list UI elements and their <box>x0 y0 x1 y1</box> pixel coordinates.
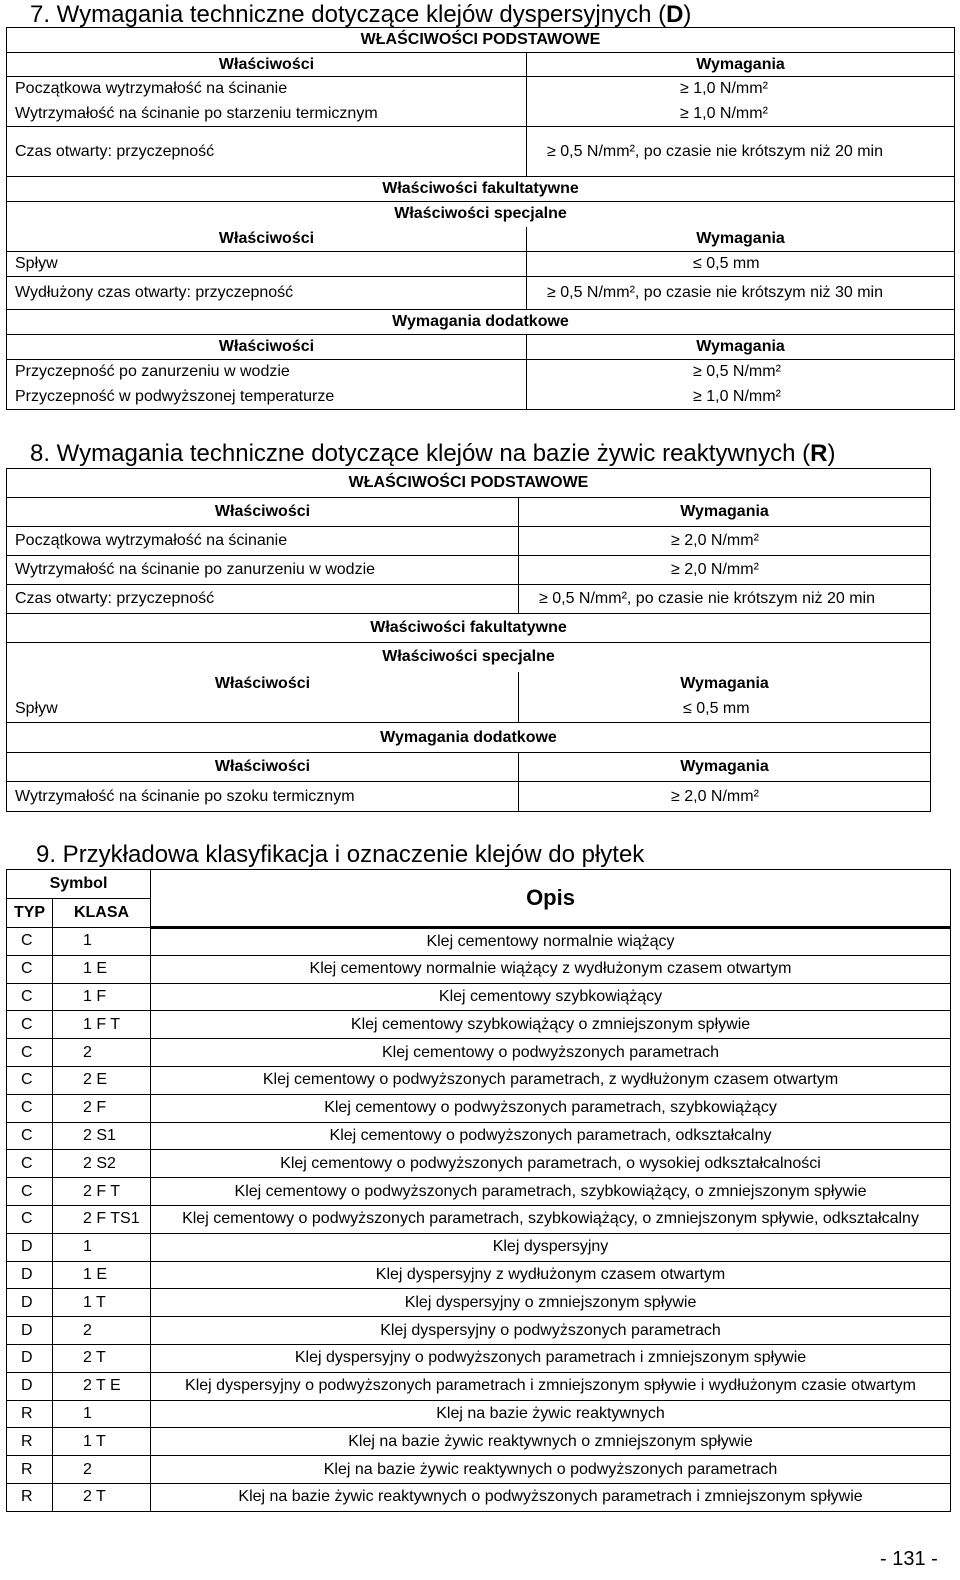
section8-title-text: 8. Wymagania techniczne dotyczące klejów na bazie żywic reaktywnych ( <box>30 440 811 467</box>
table-row <box>7 1150 951 1178</box>
description-cell: Klej dyspersyjny o zmniejszonym spływie <box>151 1289 951 1317</box>
type-cell: C <box>7 1011 53 1039</box>
property-cell: Przyczepność w podwyższonej temperaturze <box>15 387 335 405</box>
class-cell: 1 F T <box>53 1011 151 1039</box>
description-cell: Klej cementowy normalnie wiążący <box>151 928 951 956</box>
description-cell: Klej cementowy o podwyższonych parametrach, o wysokiej odkształcalności <box>151 1150 951 1178</box>
table-row <box>7 1011 951 1039</box>
type-cell: C <box>7 1066 53 1094</box>
description-cell: Klej cementowy o podwyższonych parametrach, szybkowiążący, o zmniejszonym spływie, odkształcalny <box>151 1205 951 1233</box>
type-cell: R <box>7 1456 53 1484</box>
additional-requirements-header: Wymagania dodatkowe <box>7 310 955 335</box>
property-cell: Czas otwarty: przyczepność <box>7 585 519 614</box>
classification-rows <box>7 928 951 1512</box>
special-properties-header: Właściwości specjalne <box>7 643 931 672</box>
section7-table <box>6 27 955 410</box>
table-row <box>7 385 955 410</box>
table-row <box>7 1483 951 1511</box>
basic-properties-header: WŁAŚCIWOŚCI PODSTAWOWE <box>7 469 931 498</box>
property-cell: Wytrzymałość na ścinanie po zanurzeniu w wodzie <box>7 556 519 585</box>
additional-requirements-header: Wymagania dodatkowe <box>7 723 931 753</box>
section7-title <box>30 3 691 27</box>
type-cell: C <box>7 1122 53 1150</box>
symbol-header: Symbol <box>7 870 151 899</box>
property-cell: Wydłużony czas otwarty: przyczepność <box>7 277 527 310</box>
column-header-requirements: Wymagania <box>519 498 931 527</box>
type-cell: R <box>7 1428 53 1456</box>
class-cell: 2 <box>53 1039 151 1067</box>
table-row <box>7 1456 951 1484</box>
type-cell: C <box>7 1178 53 1206</box>
table-row <box>7 1428 951 1456</box>
class-cell: 2 <box>53 1317 151 1345</box>
requirement-cell: ≥ 0,5 N/mm², po czasie nie krótszym niż 30 min <box>527 277 955 310</box>
description-cell: Klej dyspersyjny o podwyższonych parametrach <box>151 1317 951 1345</box>
class-cell: 2 <box>53 1456 151 1484</box>
table-row <box>7 1122 951 1150</box>
table-row <box>7 1261 951 1289</box>
type-cell: C <box>7 1039 53 1067</box>
special-properties-header: Właściwości specjalne <box>7 202 955 227</box>
requirement-cell: ≥ 1,0 N/mm² <box>527 102 955 127</box>
table-row <box>7 983 951 1011</box>
description-cell: Klej cementowy o podwyższonych parametrach <box>151 1039 951 1067</box>
table-row <box>7 1233 951 1261</box>
table-row <box>7 277 955 310</box>
type-cell: D <box>7 1372 53 1400</box>
class-cell: 2 F <box>53 1094 151 1122</box>
page-number: - 131 - <box>880 1548 938 1570</box>
type-cell: D <box>7 1233 53 1261</box>
table-row <box>7 1372 951 1400</box>
requirement-cell: ≥ 0,5 N/mm², po czasie nie krótszym niż 20 min <box>527 127 955 177</box>
class-cell: 2 T E <box>53 1372 151 1400</box>
table-row <box>7 1178 951 1206</box>
description-cell: Klej cementowy o podwyższonych parametrach, odkształcalny <box>151 1122 951 1150</box>
column-header-properties: Właściwości <box>214 503 311 520</box>
class-cell: 1 T <box>53 1428 151 1456</box>
description-header: Opis <box>151 870 951 928</box>
property-cell: Przyczepność po zanurzeniu w wodzie <box>7 360 527 385</box>
type-cell: C <box>7 983 53 1011</box>
column-header-properties: Właściwości <box>218 229 315 247</box>
requirement-cell: ≥ 1,0 N/mm² <box>527 385 955 410</box>
class-cell: 1 E <box>53 955 151 983</box>
class-cell: 2 F T <box>53 1178 151 1206</box>
classification-table <box>6 869 951 1512</box>
requirement-cell: ≥ 2,0 N/mm² <box>519 782 931 812</box>
description-cell: Klej cementowy o podwyższonych parametrach, szybkowiążący, o zmniejszonym spływie <box>151 1178 951 1206</box>
table-row <box>7 127 955 177</box>
section8-title <box>30 442 835 466</box>
table-row <box>7 585 931 614</box>
table-row <box>7 782 931 812</box>
table-row <box>7 1094 951 1122</box>
section8-table <box>6 468 931 812</box>
class-cell: 1 <box>53 928 151 956</box>
type-cell: D <box>7 1289 53 1317</box>
description-cell: Klej cementowy o podwyższonych parametrach, z wydłużonym czasem otwartym <box>151 1066 951 1094</box>
column-header-properties: Właściwości <box>218 55 315 73</box>
class-cell: 1 <box>53 1233 151 1261</box>
description-cell: Klej cementowy o podwyższonych parametrach, szybkowiążący <box>151 1094 951 1122</box>
type-cell: C <box>7 1094 53 1122</box>
requirement-cell: ≥ 2,0 N/mm² <box>519 527 931 556</box>
type-cell: C <box>7 1205 53 1233</box>
section9-title: 9. Przykładowa klasyfikacja i oznaczenie klejów do płytek <box>36 841 645 868</box>
section8-title-code: R <box>810 440 828 467</box>
type-cell: R <box>7 1400 53 1428</box>
column-header-requirements: Wymagania <box>519 753 931 782</box>
property-cell: Wytrzymałość na ścinanie po szoku termicznym <box>7 782 519 812</box>
column-header-properties: Właściwości <box>7 335 527 360</box>
table-row <box>7 928 951 956</box>
table-row <box>7 1205 951 1233</box>
description-cell: Klej dyspersyjny z wydłużonym czasem otwartym <box>151 1261 951 1289</box>
section8-title-close: ) <box>827 440 836 467</box>
property-cell: Wytrzymałość na ścinanie po starzeniu termicznym <box>15 104 378 122</box>
requirement-cell: ≥ 2,0 N/mm² <box>519 556 931 585</box>
class-cell: 1 F <box>53 983 151 1011</box>
type-cell: D <box>7 1317 53 1345</box>
class-header: KLASA <box>53 899 151 928</box>
requirement-cell: ≤ 0,5 mm <box>519 697 931 723</box>
table-row <box>7 556 931 585</box>
class-cell: 2 S2 <box>53 1150 151 1178</box>
column-header-requirements: Wymagania <box>527 335 955 360</box>
property-cell: Początkowa wytrzymałość na ścinanie <box>7 527 519 556</box>
type-cell: C <box>7 1150 53 1178</box>
description-cell: Klej cementowy szybkowiążący <box>151 983 951 1011</box>
table-row <box>7 1289 951 1317</box>
property-cell: Czas otwarty: przyczepność <box>7 127 527 177</box>
class-cell: 1 <box>53 1400 151 1428</box>
description-cell: Klej na bazie żywic reaktywnych <box>151 1400 951 1428</box>
description-cell: Klej na bazie żywic reaktywnych o zmniejszonym spływie <box>151 1428 951 1456</box>
table-row <box>7 1400 951 1428</box>
type-cell: D <box>7 1344 53 1372</box>
type-cell: C <box>7 955 53 983</box>
requirement-cell: ≥ 1,0 N/mm² <box>527 77 955 102</box>
requirement-cell: ≥ 0,5 N/mm², po czasie nie krótszym niż 20 min <box>519 585 931 614</box>
description-cell: Klej na bazie żywic reaktywnych o podwyższonych parametrach <box>151 1456 951 1484</box>
table-row <box>7 1317 951 1345</box>
property-cell: Spływ <box>15 700 58 718</box>
class-cell: 2 E <box>53 1066 151 1094</box>
section7-title-close: ) <box>683 1 692 28</box>
type-cell: C <box>7 928 53 956</box>
class-cell: 1 T <box>53 1289 151 1317</box>
class-cell: 2 S1 <box>53 1122 151 1150</box>
class-cell: 2 T <box>53 1483 151 1511</box>
column-header-requirements: Wymagania <box>527 53 955 77</box>
column-header-properties: Właściwości <box>7 753 519 782</box>
requirement-cell: ≤ 0,5 mm <box>527 252 955 277</box>
property-cell: Początkowa wytrzymałość na ścinanie <box>7 77 527 102</box>
table-row <box>7 955 951 983</box>
section7-title-text: 7. Wymagania techniczne dotyczące klejów dyspersyjnych ( <box>30 1 667 28</box>
description-cell: Klej cementowy szybkowiążący o zmniejszonym spływie <box>151 1011 951 1039</box>
table-row <box>7 102 955 127</box>
type-cell: D <box>7 1261 53 1289</box>
table-row <box>7 77 955 102</box>
property-cell: Spływ <box>7 252 527 277</box>
class-cell: 1 E <box>53 1261 151 1289</box>
requirement-cell: ≥ 0,5 N/mm² <box>527 360 955 385</box>
table-row <box>7 1344 951 1372</box>
class-cell: 2 F TS1 <box>53 1205 151 1233</box>
column-header-properties: Właściwości <box>214 675 311 692</box>
optional-properties-header: Właściwości fakultatywne <box>7 177 955 202</box>
table-row <box>7 1039 951 1067</box>
table-row <box>7 360 955 385</box>
table-row <box>7 1066 951 1094</box>
optional-properties-header: Właściwości fakultatywne <box>7 614 931 643</box>
table-row <box>7 252 955 277</box>
basic-properties-header: WŁAŚCIWOŚCI PODSTAWOWE <box>7 28 955 53</box>
table-row <box>7 697 931 723</box>
description-cell: Klej cementowy normalnie wiążący z wydłużonym czasem otwartym <box>151 955 951 983</box>
type-header: TYP <box>7 899 53 928</box>
section7-title-code: D <box>666 1 684 28</box>
class-cell: 2 T <box>53 1344 151 1372</box>
description-cell: Klej dyspersyjny o podwyższonych parametrach i zmniejszonym spływie i wydłużonym czasie otwartym <box>151 1372 951 1400</box>
description-cell: Klej dyspersyjny <box>151 1233 951 1261</box>
table-row <box>7 527 931 556</box>
type-cell: R <box>7 1483 53 1511</box>
description-cell: Klej na bazie żywic reaktywnych o podwyższonych parametrach i zmniejszonym spływie <box>151 1483 951 1511</box>
column-header-requirements: Wymagania <box>519 672 931 697</box>
description-cell: Klej dyspersyjny o podwyższonych parametrach i zmniejszonym spływie <box>151 1344 951 1372</box>
column-header-requirements: Wymagania <box>527 227 955 252</box>
